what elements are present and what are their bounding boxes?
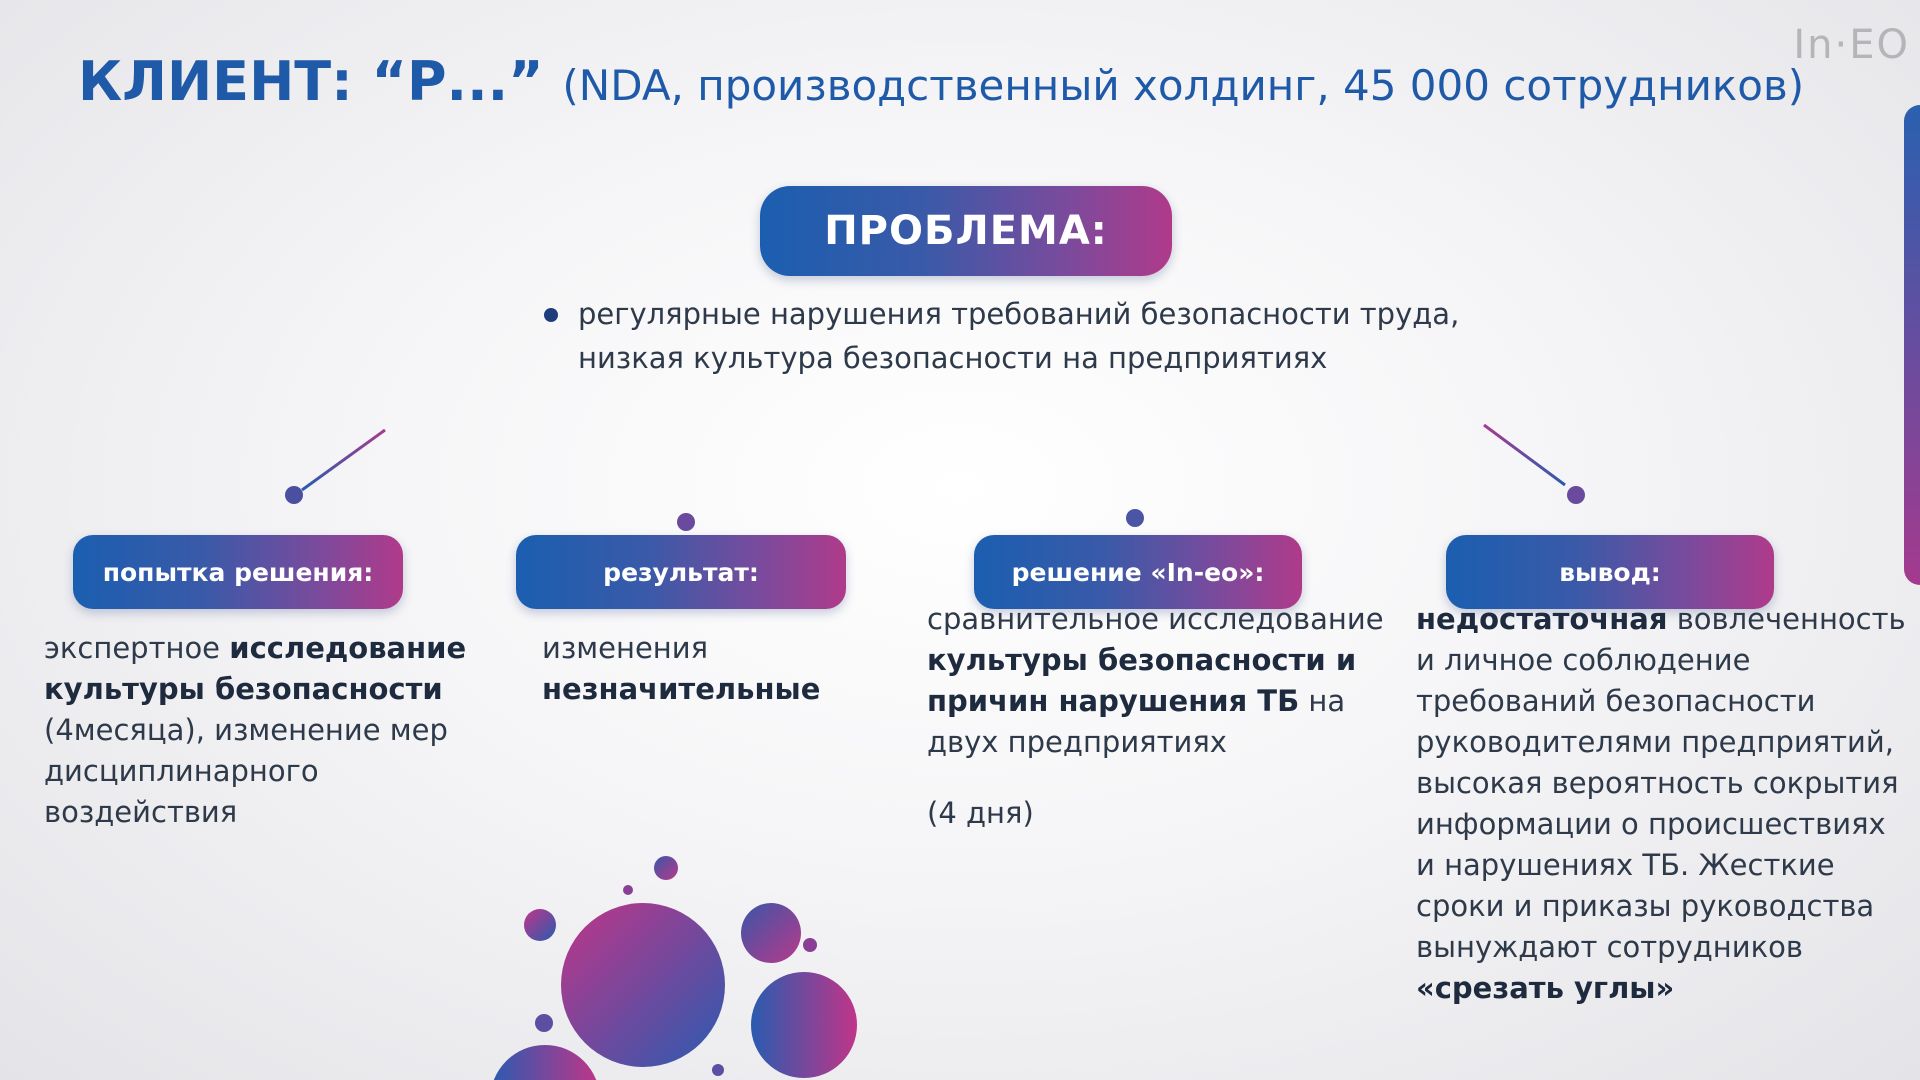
attempt-text-part: экспертное: [44, 631, 230, 665]
conclusion-text: [1416, 599, 1906, 1009]
result-text-part: изменения: [542, 631, 709, 665]
bubble-dot-1: [623, 885, 633, 895]
label-solution: решение «In-eo»:: [974, 535, 1302, 609]
problem-text: регулярные нарушения требований безопасности труда, низкая культура безопасности на предприятиях: [578, 297, 1460, 375]
bubble-dot-2: [803, 938, 817, 952]
attempt-text: [44, 628, 484, 833]
conclusion-text-bold: «срезать углы»: [1416, 971, 1675, 1005]
connector-dot-3: [1126, 509, 1144, 527]
client-title: КЛИЕНТ: “Р...”: [78, 50, 544, 113]
bubble-small-1: [741, 903, 801, 963]
bullet-icon: [544, 308, 558, 322]
solution-text-bold: культуры безопасности и причин нарушения ТБ: [927, 643, 1357, 718]
client-subtitle: (NDA, производственный холдинг, 45 000 сотрудников): [562, 61, 1805, 110]
label-conclusion: вывод:: [1446, 535, 1774, 609]
solution-text: [927, 599, 1397, 834]
label-attempt: попытка решения:: [73, 535, 403, 609]
conclusion-text-bold: недостаточная: [1416, 602, 1668, 636]
solution-text-part: на двух предприятиях: [927, 684, 1346, 759]
ineo-logo: In·EO: [1793, 22, 1910, 68]
connector-dot-4: [1567, 486, 1585, 504]
bubble-small-3: [654, 856, 678, 880]
connector-line-1: [302, 430, 385, 490]
bubble-large: [561, 903, 725, 1067]
bubble-dot-4: [712, 1064, 724, 1076]
result-text-bold: незначительные: [542, 672, 821, 706]
solution-text-part: сравнительное исследование: [927, 602, 1384, 636]
attempt-text-part: (4месяца), изменение мер дисциплинарного воздействия: [44, 713, 448, 829]
bubble-dot-3: [535, 1014, 553, 1032]
connector-dot-1: [285, 486, 303, 504]
bubble-medium: [751, 972, 857, 1078]
result-text: [542, 628, 842, 710]
connector-line-4: [1484, 425, 1565, 485]
attempt-text-bold: исследование культуры безопасности: [44, 631, 467, 706]
connector-dot-2: [677, 513, 695, 531]
solution-duration: (4 дня): [927, 796, 1034, 830]
conclusion-text-part: вовлеченность и личное соблюдение требований безопасности руководителями предприятий, высокая вероятность сокрытия информации о происшествиях и нарушениях ТБ. Жесткие сроки и приказы руководства вынуждают сотрудников: [1416, 602, 1906, 964]
problem-label: ПРОБЛЕМА:: [760, 186, 1172, 276]
bubble-small-2: [524, 909, 556, 941]
bubble-bottom: [490, 1045, 600, 1080]
label-result: результат:: [516, 535, 846, 609]
